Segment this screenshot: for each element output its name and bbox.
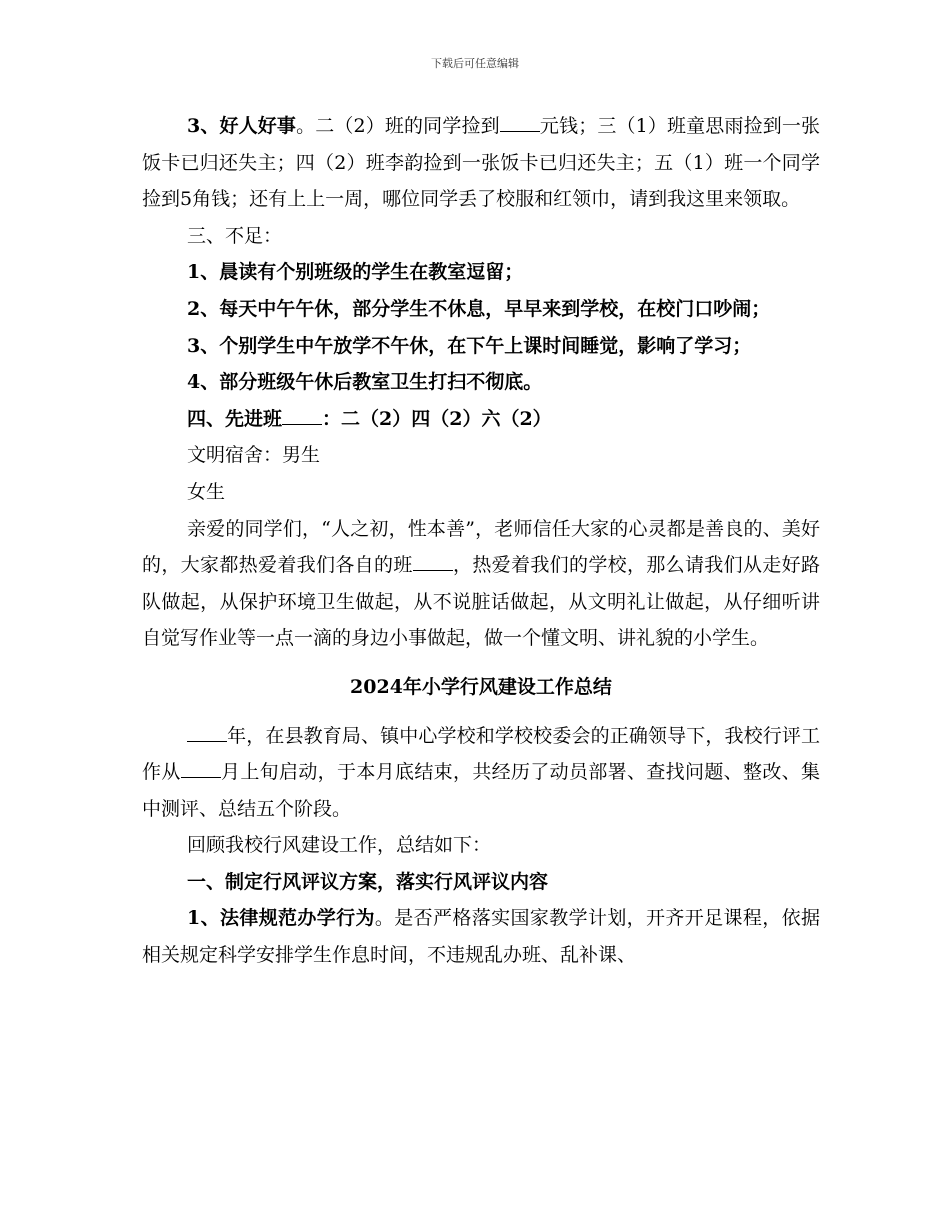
shortcoming-item-3: 3、个别学生中午放学不午休，在下午上课时间睡觉，影响了学习； [187, 334, 752, 357]
shortcoming-item-1: 1、晨读有个别班级的学生在教室逗留； [187, 261, 524, 284]
shortcoming-item-2: 2、每天中午午休，部分学生不休息，早早来到学校，在校门口吵闹； [187, 297, 771, 320]
document-body [142, 108, 820, 974]
closing-paragraph: 亲爱的同学们，“人之初，性本善”，老师信任大家的心灵都是善良的、美好的，大家都热爱着我们各自的班 ，热爱着我们的学校，那么请我们从走好路队做起，从保护环境卫生做起，从不说脏话做起，从文明礼让做起，从仔细听讲自觉写作业等一点一滴的身边小事做起，做一个懂文明、讲礼貌的小学生。 [142, 517, 820, 650]
civilized-dorm-line: 文明宿舍：男生 [187, 444, 321, 467]
girls-line: 女生 [187, 480, 226, 503]
intro-paragraph: 年，在县教育局、镇中心学校和学校校委会的正确领导下，我校行评工作从 月上旬启动，于本月底结束，共经历了动员部署、查找问题、整改、集中测评、总结五个阶段。 [142, 724, 820, 820]
page-header: 下载后可任意编辑 [431, 57, 519, 70]
blank-line [413, 569, 453, 571]
paragraph-good-deeds: 3、好人好事。二（2）班的同学捡到 元钱；三（1）班童思雨捡到一张饭卡已归还失主；四（2）班李韵捡到一张饭卡已归还失主；五（1）班一个同学捡到5角钱；还有上上一周，哪位同学丢了校服和红领巾，请到我这里来领取。 [142, 115, 821, 211]
document-title: 2024年小学行风建设工作总结 [350, 675, 612, 698]
paragraph-standardize: 1、法律规范办学行为。是否严格落实国家教学计划，开齐开足课程，依据相关规定科学安排学生作息时间，不违规乱办班、乱补课、 [142, 907, 820, 967]
section-heading-shortcomings: 三、不足： [187, 224, 283, 247]
section-heading-plan: 一、制定行风评议方案，落实行风评议内容 [187, 870, 549, 893]
blank-line [187, 740, 227, 742]
shortcoming-item-4: 4、部分班级午休后教室卫生打扫不彻底。 [187, 371, 543, 394]
good-deeds-heading: 3、好人好事 [187, 115, 297, 137]
blank-line [181, 776, 221, 778]
blank-line [282, 423, 322, 425]
blank-line [500, 130, 540, 132]
advanced-class-line: 四、先进班 ：二（2）四（2）六（2） [187, 407, 552, 430]
review-paragraph: 回顾我校行风建设工作，总结如下： [187, 834, 492, 857]
standardize-heading: 1、法律规范办学行为 [187, 907, 375, 930]
